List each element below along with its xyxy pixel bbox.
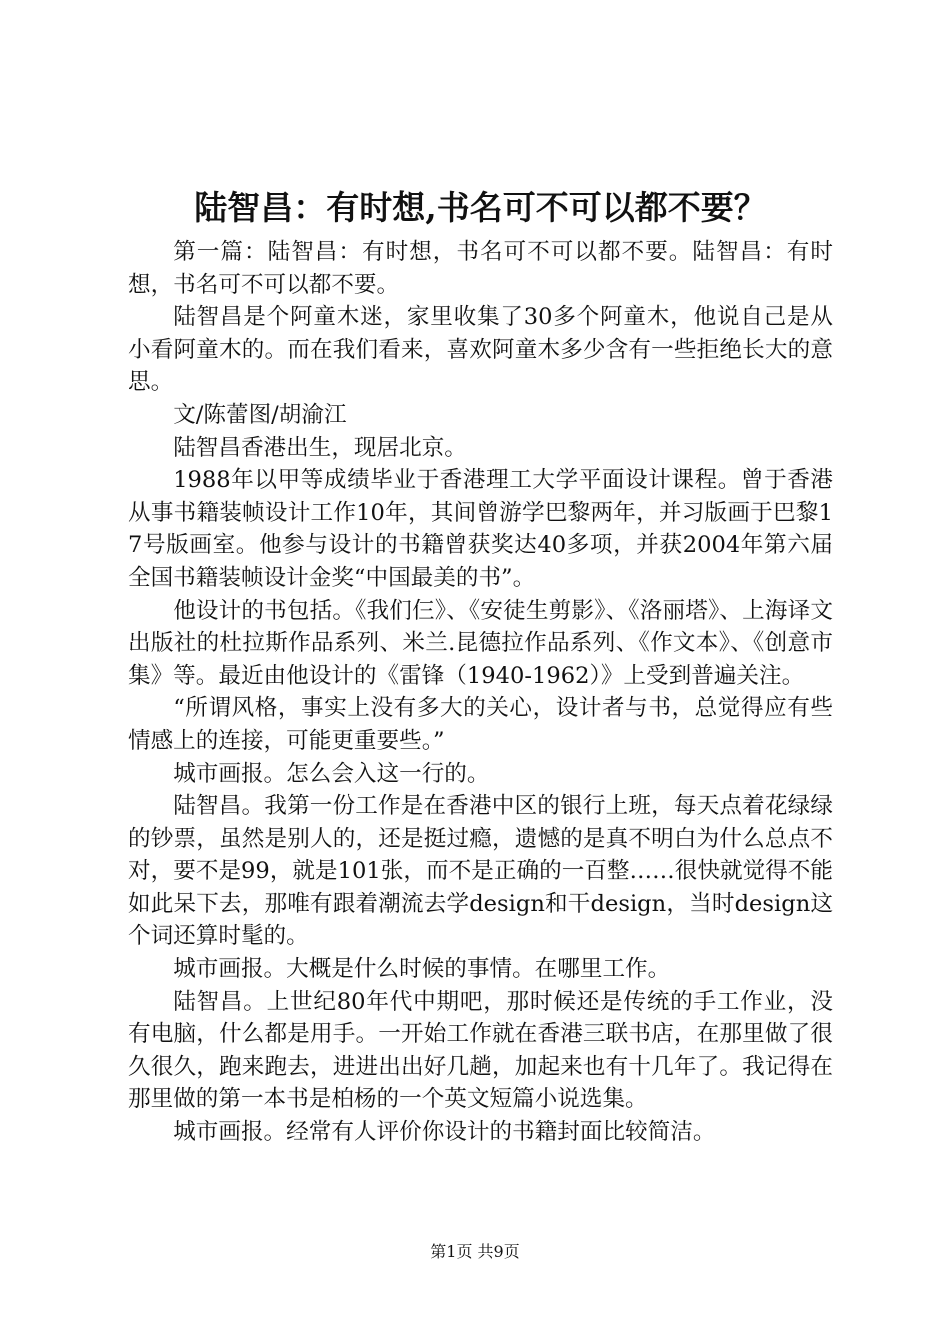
document-title: 陆智昌：有时想,书名可不可以都不要？ <box>194 188 767 227</box>
paragraph-quote: “所谓风格，事实上没有多大的关心，设计者与书，总觉得应有些情感上的连接，可能更重要些。” <box>128 695 833 754</box>
paragraph-question-1: 城市画报。怎么会入这一行的。 <box>173 760 490 787</box>
paragraph-question-3: 城市画报。经常有人评价你设计的书籍封面比较简洁。 <box>173 1119 716 1146</box>
paragraph-biography: 1988年以甲等成绩毕业于香港理工大学平面设计课程。曾于香港从事书籍装帧设计工作10年，其间曾游学巴黎两年，并习版画于巴黎17号版画室。他参与设计的书籍曾获奖达40多项，并获2004年第六届全国书籍装帧设计金奖“中国最美的书”。 <box>128 467 833 591</box>
paragraph-credits: 文/陈蕾图/胡渝江 <box>173 401 347 428</box>
paragraph-astroboy: 陆智昌是个阿童木迷，家里收集了30多个阿童木，他说自己是从小看阿童木的。而在我们看来，喜欢阿童木多少含有一些拒绝长大的意思。 <box>128 304 833 396</box>
paragraph-works: 他设计的书包括。《我们仨》、《安徒生剪影》、《洛丽塔》、上海译文出版社的杜拉斯作品系列、米兰.昆德拉作品系列、《作文本》、《创意市集》等。最近由他设计的《雷锋（1940-1962）》上受到普遍关注。 <box>128 597 833 689</box>
paragraph-intro: 第一篇：陆智昌：有时想，书名可不可以都不要。陆智昌：有时想，书名可不可以都不要。 <box>128 239 833 298</box>
paragraph-birthplace: 陆智昌香港出生，现居北京。 <box>173 434 467 461</box>
paragraph-question-2: 城市画报。大概是什么时候的事情。在哪里工作。 <box>173 956 671 983</box>
paragraph-answer-1: 陆智昌。我第一份工作是在香港中区的银行上班，每天点着花绿绿的钞票，虽然是别人的，还是挺过瘾，遗憾的是真不明白为什么总点不对，要不是99，就是101张，而不是正确的一百整……很快就觉得不能如此呆下去，那唯有跟着潮流去学design和干design，当时design这个词还算时髦的。 <box>128 793 833 950</box>
article-body <box>128 236 833 1149</box>
page-footer: 第1页 共9页 <box>430 1242 520 1261</box>
paragraph-answer-2: 陆智昌。上世纪80年代中期吧，那时候还是传统的手工作业，没有电脑，什么都是用手。一开始工作就在香港三联书店，在那里做了很久很久，跑来跑去，进进出出好几趟，加起来也有十几年了。我记得在那里做的第一本书是柏杨的一个英文短篇小说选集。 <box>128 988 833 1113</box>
